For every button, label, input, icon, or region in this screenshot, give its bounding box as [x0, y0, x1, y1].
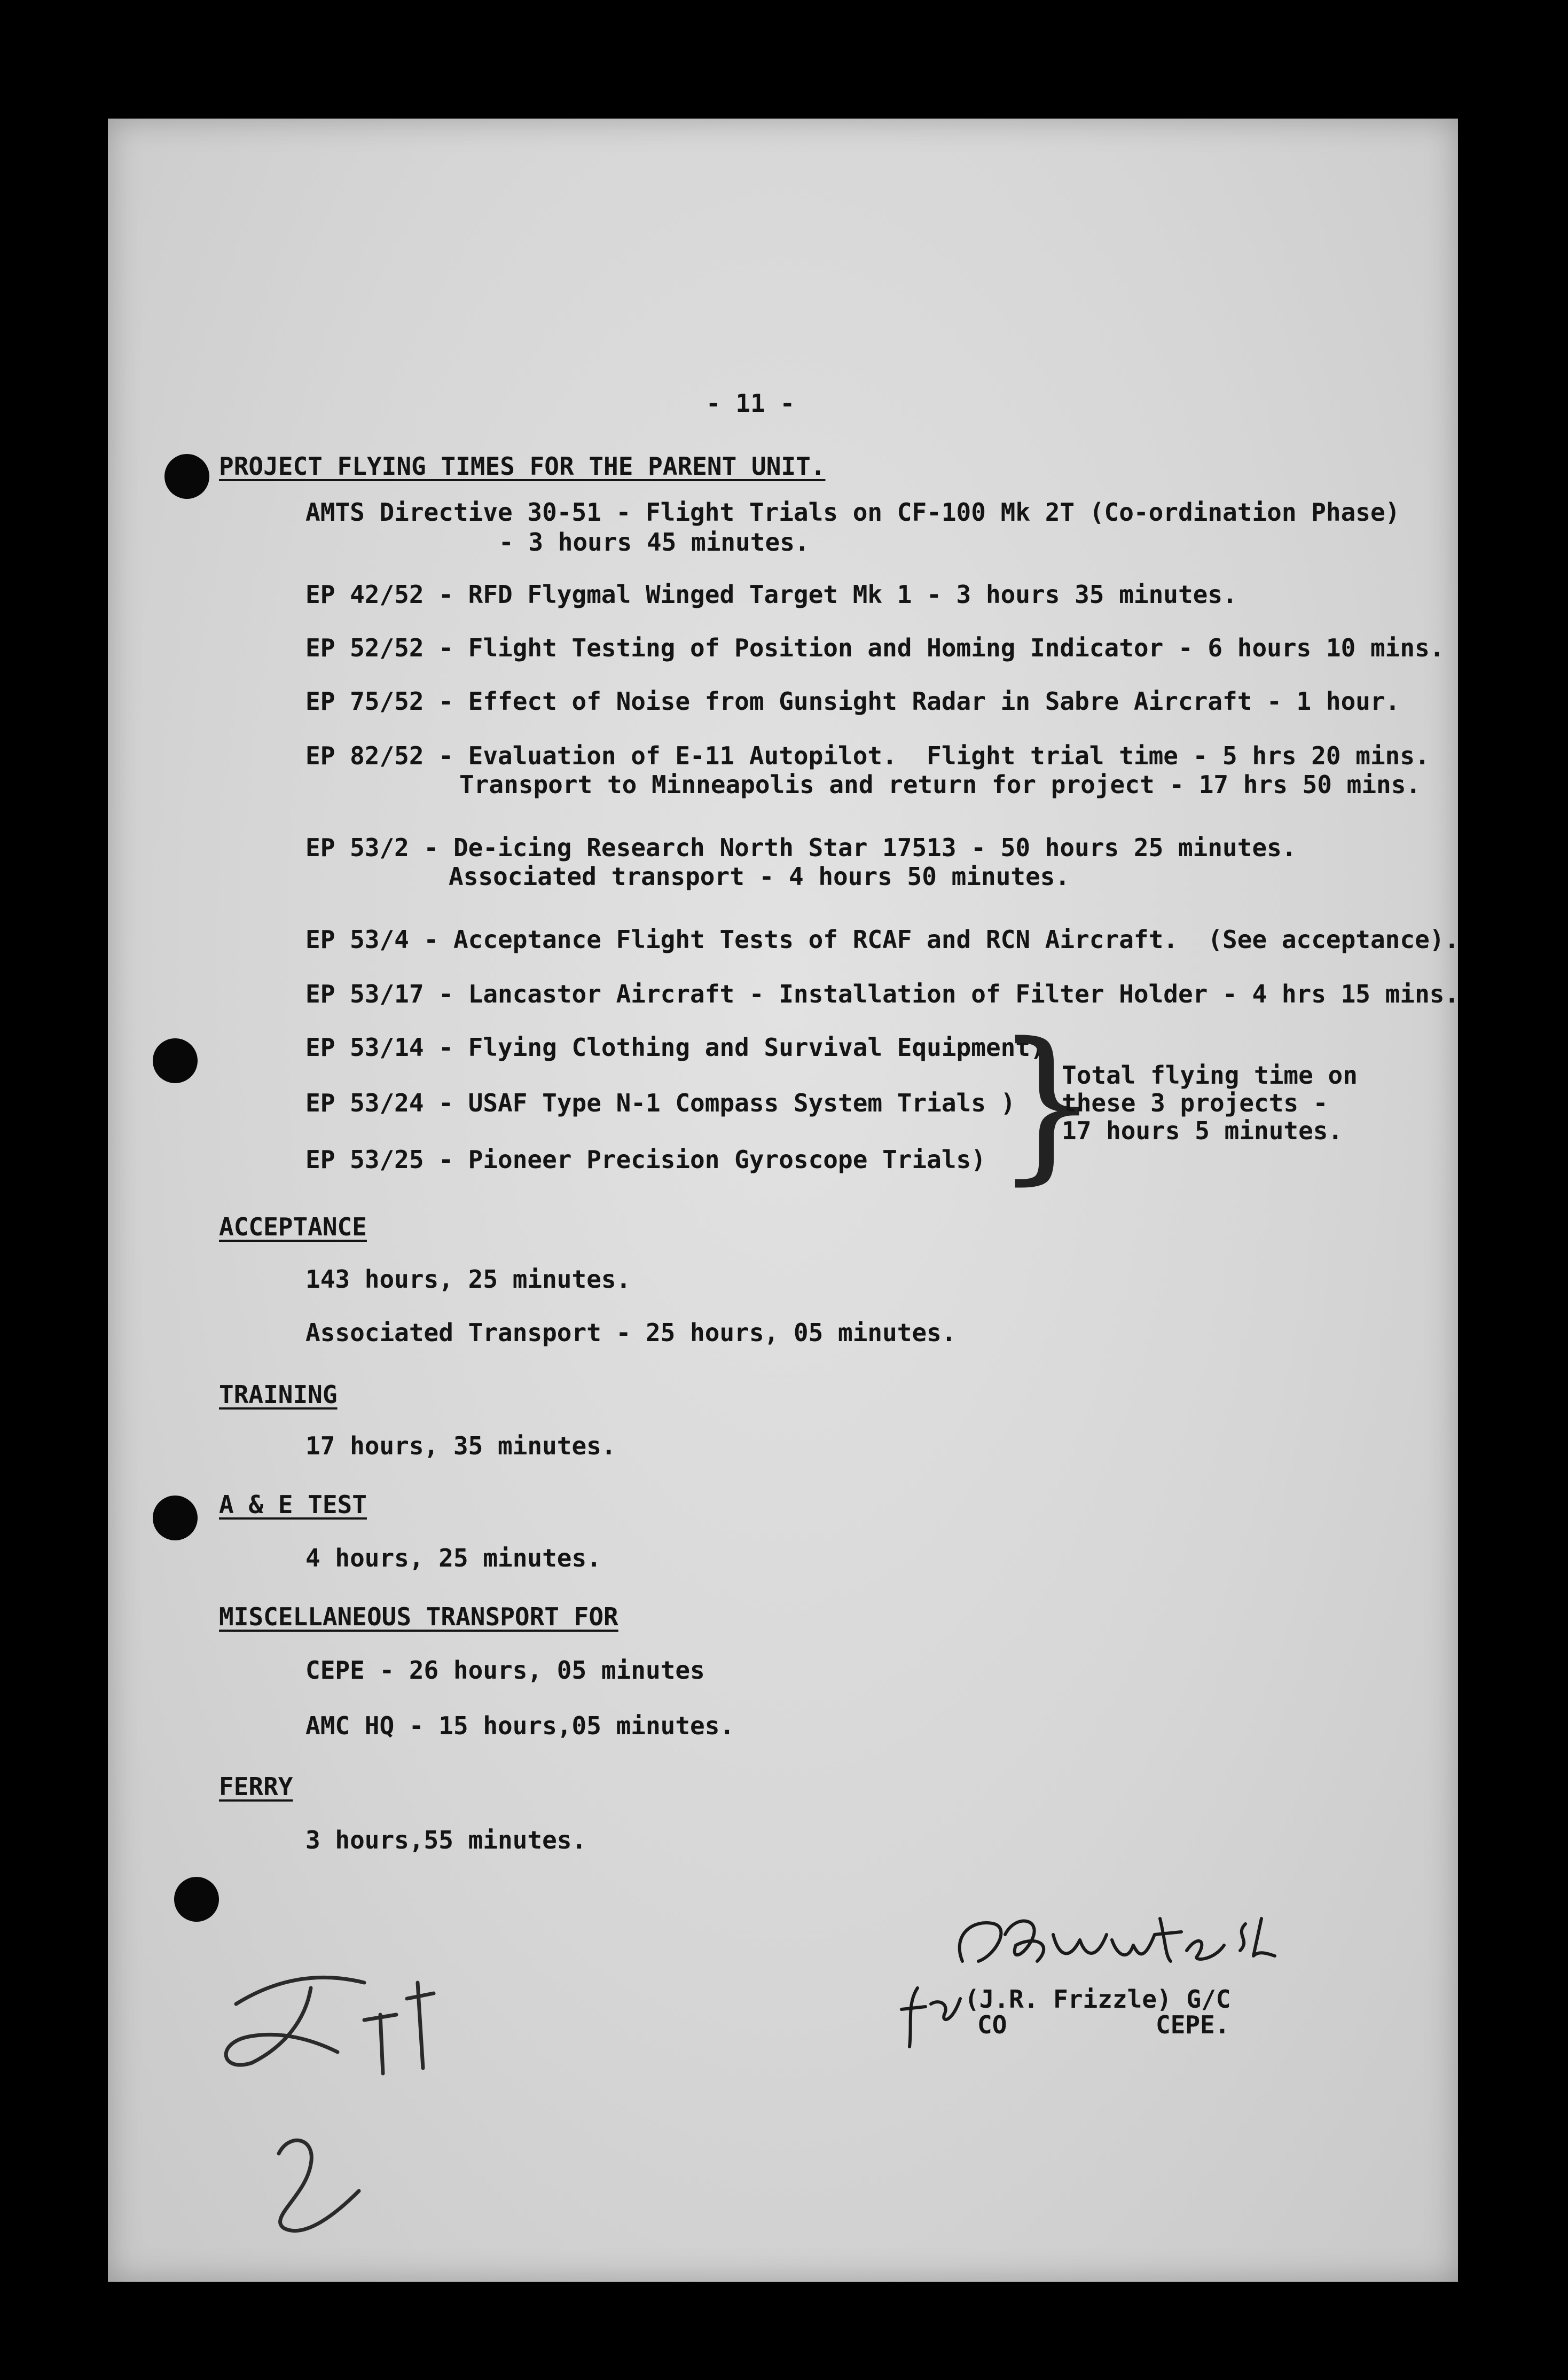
document-page	[108, 119, 1458, 2282]
project-line-ep82-52-transport: Transport to Minneapolis and return for project - 17 hrs 50 mins.	[459, 770, 1421, 799]
misc-transport-line-cepe: CEPE - 26 hours, 05 minutes	[305, 1656, 705, 1685]
section-heading-misc-transport: MISCELLANEOUS TRANSPORT FOR	[219, 1602, 618, 1631]
project-line-ep53-24: EP 53/24 - USAF Type N-1 Compass System Trials )	[305, 1089, 1016, 1117]
project-line-amts-time: - 3 hours 45 minutes.	[499, 528, 810, 557]
total-note-line-1: Total flying time on	[1062, 1061, 1358, 1090]
project-line-ep53-17: EP 53/17 - Lancastor Aircraft - Installation of Filter Holder - 4 hrs 15 mins.	[305, 980, 1460, 1008]
brace-grouping: }	[994, 1007, 1100, 1200]
handwritten-signature	[930, 1903, 1283, 1988]
punch-hole-1	[164, 454, 209, 499]
project-line-ep53-14: EP 53/14 - Flying Clothing and Survival Equipment)	[305, 1033, 1045, 1062]
page-number: - 11 -	[706, 389, 795, 418]
signatory-name-rank: (J.R. Frizzle) G/C	[965, 1985, 1231, 2014]
punch-hole-3	[153, 1496, 198, 1540]
ae-test-line-1: 4 hours, 25 minutes.	[305, 1544, 601, 1572]
training-line-1: 17 hours, 35 minutes.	[305, 1431, 616, 1460]
project-line-ep42-52: EP 42/52 - RFD Flygmal Winged Target Mk 1 - 3 hours 35 minutes.	[305, 580, 1237, 609]
handwritten-margin-annotation	[204, 1961, 482, 2260]
section-heading-project-flying-times: PROJECT FLYING TIMES FOR THE PARENT UNIT.	[219, 452, 826, 481]
project-line-ep75-52: EP 75/52 - Effect of Noise from Gunsight Radar in Sabre Aircraft - 1 hour.	[305, 687, 1400, 716]
project-line-ep53-2: EP 53/2 - De-icing Research North Star 17513 - 50 hours 25 minutes.	[305, 833, 1297, 862]
total-note-line-2: these 3 projects -	[1062, 1089, 1328, 1117]
punch-hole-2	[153, 1038, 198, 1083]
project-line-ep52-52: EP 52/52 - Flight Testing of Position and Homing Indicator - 6 hours 10 mins.	[305, 633, 1445, 662]
section-heading-ae-test: A & E TEST	[219, 1490, 367, 1519]
misc-transport-line-amc: AMC HQ - 15 hours,05 minutes.	[305, 1711, 735, 1740]
project-line-amts: AMTS Directive 30-51 - Flight Trials on CF-100 Mk 2T (Co-ordination Phase)	[305, 498, 1400, 527]
acceptance-line-1: 143 hours, 25 minutes.	[305, 1265, 631, 1294]
section-heading-training: TRAINING	[219, 1380, 338, 1409]
signatory-title-co: CO	[977, 2010, 1007, 2039]
section-heading-acceptance: ACCEPTANCE	[219, 1212, 367, 1241]
ferry-line-1: 3 hours,55 minutes.	[305, 1826, 587, 1854]
project-line-ep53-2-transport: Associated transport - 4 hours 50 minutes.	[449, 862, 1070, 891]
project-line-ep53-4: EP 53/4 - Acceptance Flight Tests of RCAF and RCN Aircraft. (See acceptance).	[305, 925, 1460, 954]
signatory-title-cepe: CEPE.	[1156, 2010, 1230, 2039]
acceptance-line-2: Associated Transport - 25 hours, 05 minutes.	[305, 1318, 957, 1347]
project-line-ep82-52: EP 82/52 - Evaluation of E-11 Autopilot. Flight trial time - 5 hrs 20 mins.	[305, 741, 1430, 770]
section-heading-ferry: FERRY	[219, 1772, 293, 1801]
total-note-line-3: 17 hours 5 minutes.	[1062, 1116, 1343, 1145]
for-mark	[901, 1977, 966, 2052]
project-line-ep53-25: EP 53/25 - Pioneer Precision Gyroscope Trials)	[305, 1145, 986, 1174]
punch-hole-4	[174, 1877, 219, 1922]
